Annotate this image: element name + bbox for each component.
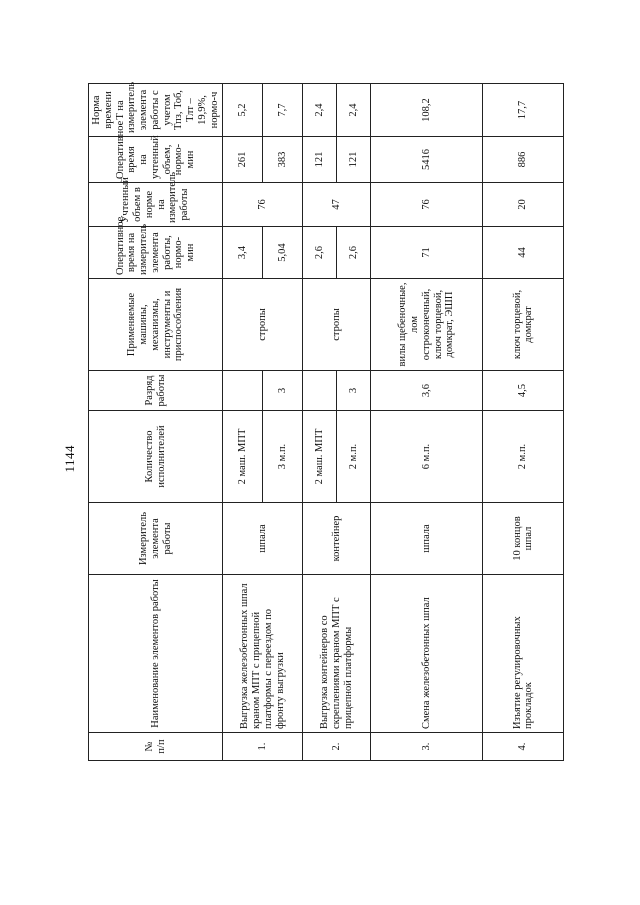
row2b-grade: 3 [337, 371, 371, 411]
row4-volume: 20 [483, 183, 564, 227]
row4-op-time-unit: 44 [483, 227, 564, 279]
row1b-op-time-unit: 5,04 [263, 227, 303, 279]
row2-tools: стропы [303, 279, 371, 371]
row2a-op-time-vol: 121 [303, 137, 337, 183]
row3-name: Смена железобетонных шпал [371, 575, 483, 733]
row2b-op-time-unit: 2,6 [337, 227, 371, 279]
row2b-op-time-vol: 121 [337, 137, 371, 183]
row4-num: 4. [483, 733, 564, 761]
row1b-norm: 7,7 [263, 84, 303, 137]
row1-meter: шпала [223, 503, 303, 575]
row2a-grade [303, 371, 337, 411]
row1-volume: 76 [223, 183, 303, 227]
norms-table [88, 83, 564, 761]
page-number: 1144 [62, 445, 77, 473]
table-stage [88, 81, 535, 761]
row3-tools: вилы щебеночные, лом остроконечный, ключ торцевой, домкрат, ЭШП [371, 279, 483, 371]
row3-volume: 76 [371, 183, 483, 227]
row1a-norm: 5,2 [223, 84, 263, 137]
row4-tools: ключ торцевой, домкрат [483, 279, 564, 371]
header-meter: Измеритель элемента работы [89, 503, 223, 575]
row3-op-time-unit: 71 [371, 227, 483, 279]
row2-volume: 47 [303, 183, 371, 227]
row4-name: Изъятие регулировочных прокладок [483, 575, 564, 733]
row2b-norm: 2,4 [337, 84, 371, 137]
row4-workers: 2 м.п. [483, 411, 564, 503]
row1b-op-time-vol: 383 [263, 137, 303, 183]
row1a-op-time-vol: 261 [223, 137, 263, 183]
table-rotated [88, 81, 535, 761]
row2a-norm: 2,4 [303, 84, 337, 137]
row3-grade: 3,6 [371, 371, 483, 411]
row2a-op-time-unit: 2,6 [303, 227, 337, 279]
row1a-op-time-unit: 3,4 [223, 227, 263, 279]
row2-num: 2. [303, 733, 371, 761]
header-op-time-unit: Оперативное время на измеритель элемента работы, нормо-мин [89, 227, 223, 279]
row4-norm: 17,7 [483, 84, 564, 137]
row2b-workers: 2 м.п. [337, 411, 371, 503]
header-norm: Норма времени Т на измеритель элемента работы с учетом Тпз, Тоб, Тлт – 19,9%, нормо-ч [89, 84, 223, 137]
row4-op-time-vol: 886 [483, 137, 564, 183]
row1a-grade [223, 371, 263, 411]
row3-meter: шпала [371, 503, 483, 575]
row1-num: 1. [223, 733, 303, 761]
row2-meter: контейнер [303, 503, 371, 575]
row2a-workers: 2 маш. МПТ [303, 411, 337, 503]
header-name: Наименование элементов работы [89, 575, 223, 733]
row4-meter: 10 концов шпал [483, 503, 564, 575]
header-workers: Количество исполнителей [89, 411, 223, 503]
header-row [89, 84, 223, 761]
row1b-workers: 3 м.п. [263, 411, 303, 503]
row3-num: 3. [371, 733, 483, 761]
header-grade: Разряд работы [89, 371, 223, 411]
table-row [223, 84, 263, 761]
header-volume: Учтенный объем в норме на измеритель работы [89, 183, 223, 227]
row4-grade: 4,5 [483, 371, 564, 411]
row1b-grade: 3 [263, 371, 303, 411]
row3-workers: 6 м.п. [371, 411, 483, 503]
table-row [303, 84, 337, 761]
row1-name: Выгрузка железобетонных шпал краном МПТ с прицепной платформы с переездом по фронту выгрузки [223, 575, 303, 733]
row3-op-time-vol: 5416 [371, 137, 483, 183]
table-row [483, 84, 564, 761]
row1-tools: стропы [223, 279, 303, 371]
row2-name: Выгрузка контейнеров со скреплениями краном МПТ с прицепной платформы [303, 575, 371, 733]
header-tools: Применяемые машины, механизмы, инструменты и приспособления [89, 279, 223, 371]
row3-norm: 108,2 [371, 84, 483, 137]
header-num: № п/п [89, 733, 223, 761]
table-row [371, 84, 483, 761]
row1a-workers: 2 маш. МПТ [223, 411, 263, 503]
header-op-time-vol: Оперативное время на учтенный объем, нормо-мин [89, 137, 223, 183]
